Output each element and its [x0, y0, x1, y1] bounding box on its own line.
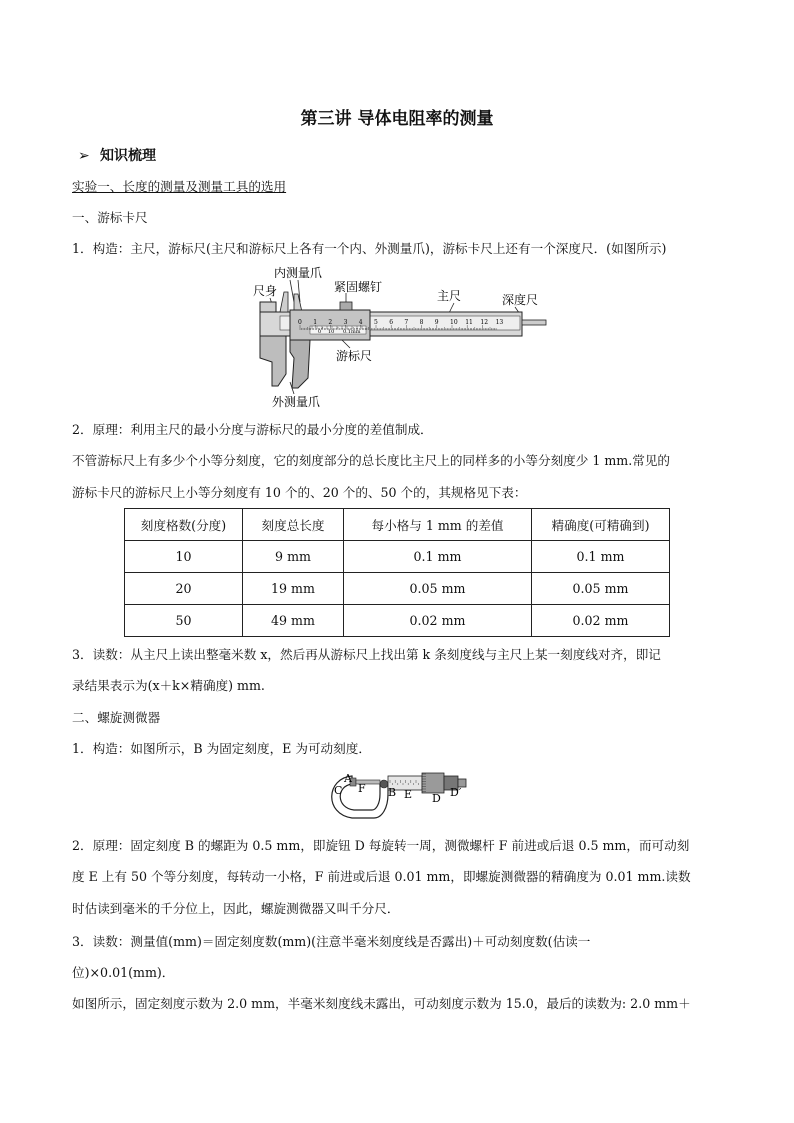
micrometer-figure: [322, 764, 474, 824]
table-row: [125, 541, 670, 573]
vernier-construction: 1．构造：主尺，游标尺(主尺和游标尺上各有一个内、外测量爪)，游标卡尺上还有一个深度尺．(如图所示): [72, 241, 667, 256]
section-heading-text: 知识梳理: [100, 148, 156, 164]
table-cell: 0.1 mm: [344, 541, 532, 573]
table-header-cell: 精确度(可精确到): [532, 509, 670, 541]
table-cell: 0.02 mm: [344, 605, 532, 637]
vernier-heading: 一、游标卡尺: [72, 210, 148, 225]
main-scale-number: 9: [434, 319, 439, 326]
micrometer-example: 如图所示，固定刻度示数为 2.0 mm，半毫米刻度线未露出，可动刻度示数为 15.0，最后的读数为: 2.0 mm＋: [72, 996, 691, 1011]
micrometer-construction: 1．构造：如图所示，B 为固定刻度，E 为可动刻度．: [72, 741, 371, 756]
table-cell: 9 mm: [243, 541, 344, 573]
main-scale-number: 0: [298, 319, 302, 326]
micrometer-principle-2: 度 E 上有 50 个等分刻度，每转动一小格，F 前进或后退 0.01 mm，即螺旋测微器的精确度为 0.01 mm.读数: [72, 869, 691, 884]
vernier-mark-ten: 10: [328, 329, 335, 335]
figure-label-vernier-scale: 游标尺: [336, 349, 373, 363]
table-row: [125, 573, 670, 605]
table-header-cell: 每小格与 1 mm 的差值: [344, 509, 532, 541]
main-scale-number: 6: [389, 319, 394, 326]
main-scale-number: 13: [495, 319, 504, 326]
micrometer-label-e: E: [404, 788, 413, 801]
vernier-principle-detail-1: 不管游标尺上有多少个小等分刻度，它的刻度部分的总长度比主尺上的同样多的小等分刻度少 1 mm.常见的: [72, 453, 671, 468]
table-cell: 0.02 mm: [532, 605, 670, 637]
vernier-mark-unit: 0.1mm: [343, 329, 361, 335]
section-heading: [78, 145, 156, 165]
micrometer-reading-1: 3．读数：测量值(mm)＝固定刻度数(mm)(注意半毫米刻度线是否露出)＋可动刻度数(估读一: [72, 934, 591, 949]
experiment-heading: 实验一、长度的测量及测量工具的选用: [72, 179, 287, 194]
micrometer-label-b: B: [388, 786, 397, 799]
micrometer-label-a: A: [344, 772, 352, 785]
main-scale-number: 11: [465, 319, 473, 326]
micrometer-label-d: D: [432, 792, 441, 805]
vernier-principle-detail-2: 游标卡尺的游标尺上小等分刻度有 10 个的、20 个的、50 个的，其规格见下表：: [72, 485, 527, 500]
table-cell: 0.05 mm: [532, 573, 670, 605]
main-scale-number: 8: [419, 319, 424, 326]
vernier-reading-2: 录结果表示为(x＋k×精确度) mm.: [72, 678, 265, 693]
arrow-bullet-icon: ➢: [78, 148, 90, 164]
page-title: 第三讲 导体电阻率的测量: [300, 109, 494, 129]
vernier-reading-1: 3．读数：从主尺上读出整毫米数 x，然后再从游标尺上找出第 k 条刻度线与主尺上某一刻度线对齐，即记: [72, 647, 661, 662]
main-scale-number: 2: [328, 319, 333, 326]
table-header-cell: 刻度总长度: [243, 509, 344, 541]
vernier-principle: 2．原理：利用主尺的最小分度与游标尺的最小分度的差值制成．: [72, 422, 433, 437]
micrometer-reading-2: 位)×0.01(mm)．: [72, 965, 175, 980]
micrometer-principle-1: 2．原理：固定刻度 B 的螺距为 0.5 mm，即旋钮 D 每旋转一周，测微螺杆 F 前进或后退 0.5 mm，而可动刻: [72, 838, 690, 853]
micrometer-label-f: F: [358, 782, 366, 795]
figure-label-ruler-body: 尺身: [253, 284, 278, 298]
main-scale-number: 4: [358, 319, 363, 326]
table-cell: 0.05 mm: [344, 573, 532, 605]
main-scale-number: 7: [404, 319, 409, 326]
figure-label-inner-jaw: 内测量爪: [274, 266, 323, 280]
table-header-cell: 刻度格数(分度): [125, 509, 243, 541]
vernier-caliper-figure: [250, 262, 550, 412]
table-cell: 50: [125, 605, 243, 637]
main-scale-number: 3: [343, 319, 348, 326]
figure-label-depth-gauge: 深度尺: [502, 293, 539, 307]
figure-label-main-scale: 主尺: [437, 289, 462, 303]
micrometer-label-d-prime: D′: [450, 786, 462, 799]
table-cell: 19 mm: [243, 573, 344, 605]
micrometer-label-c: C: [334, 784, 343, 797]
table-header-row: [125, 509, 670, 541]
vernier-mark-zero: 0: [318, 329, 322, 335]
figure-label-lock-screw: 紧固螺钉: [334, 280, 383, 294]
vernier-spec-table: [124, 508, 670, 637]
main-scale-number: 10: [450, 319, 458, 326]
table-cell: 49 mm: [243, 605, 344, 637]
main-scale-number: 5: [374, 319, 378, 326]
table-cell: 0.1 mm: [532, 541, 670, 573]
main-scale-number: 1: [313, 319, 318, 326]
table-row: [125, 605, 670, 637]
table-cell: 20: [125, 573, 243, 605]
micrometer-principle-3: 时估读到毫米的千分位上，因此，螺旋测微器又叫千分尺．: [72, 901, 400, 916]
figure-label-outer-jaw: 外测量爪: [272, 395, 321, 409]
table-cell: 10: [125, 541, 243, 573]
main-scale-number: 12: [480, 319, 489, 326]
micrometer-heading: 二、螺旋测微器: [72, 710, 161, 725]
